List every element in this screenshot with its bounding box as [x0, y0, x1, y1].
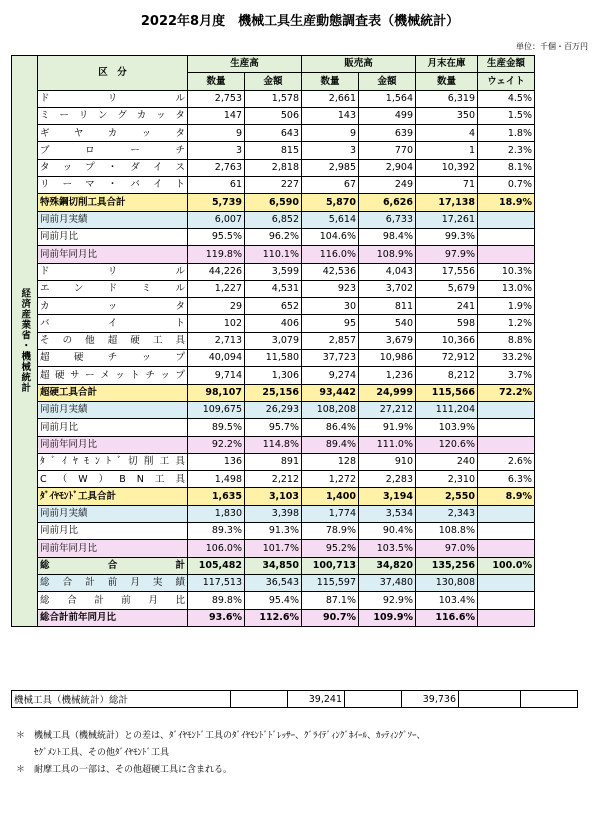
cell: 95.5%: [188, 228, 245, 245]
cell: 540: [359, 315, 416, 332]
row-label: [38, 90, 188, 107]
row-label: [38, 315, 188, 332]
cell: 3,534: [359, 505, 416, 522]
cell: 10.3%: [478, 263, 535, 280]
production-table: [11, 55, 535, 627]
cell: 89.4%: [302, 436, 359, 453]
table-row: [12, 401, 535, 418]
cell: 5,614: [302, 211, 359, 228]
table-row: [12, 125, 535, 142]
cell: 111,204: [416, 401, 478, 418]
cell: 119.8%: [188, 246, 245, 263]
cell: 104.6%: [302, 228, 359, 245]
cell: 90.7%: [302, 609, 359, 626]
row-label-text: 総 合 計 前 月 比: [40, 594, 185, 606]
row-label-text: エ ン ド ミ ル: [40, 283, 185, 295]
cell: 1,236: [359, 367, 416, 384]
table-row: [12, 298, 535, 315]
notes: [16, 728, 426, 779]
cell: 4,531: [245, 280, 302, 297]
row-label: [38, 574, 188, 591]
cell: 100,713: [302, 557, 359, 574]
table-row: [12, 557, 535, 574]
cell: 2,550: [416, 488, 478, 505]
cell: 3: [188, 142, 245, 159]
cell: 598: [416, 315, 478, 332]
cell: 6,007: [188, 211, 245, 228]
row-label-text: 超 硬 サ ー メ ッ ト チ ッ プ: [40, 369, 185, 381]
table-row: [12, 228, 535, 245]
cell: 17,261: [416, 211, 478, 228]
cell: 25,156: [245, 384, 302, 401]
cell: 4: [416, 125, 478, 142]
cell: [478, 609, 535, 626]
cell: 109,675: [188, 401, 245, 418]
cell: 6,852: [245, 211, 302, 228]
row-label-text: ブ ロ ー チ: [40, 144, 185, 156]
row-label: [38, 557, 188, 574]
cell: 2,763: [188, 159, 245, 176]
cell: 101.7%: [245, 540, 302, 557]
cell: 10,986: [359, 350, 416, 367]
table-row: [12, 194, 535, 211]
note-2: ＊ 耐摩工具の一部は、その他超硬工具に含まれる。: [16, 765, 233, 775]
table-row: [12, 263, 535, 280]
cell: 891: [245, 453, 302, 470]
table-row: [12, 574, 535, 591]
cell: 2,753: [188, 90, 245, 107]
cell: 111.0%: [359, 436, 416, 453]
row-label: [38, 592, 188, 609]
cell: 1.2%: [478, 315, 535, 332]
cell: 506: [245, 107, 302, 124]
cell: 1,774: [302, 505, 359, 522]
sales-qty-header: 数量: [302, 73, 359, 90]
cell: 1,306: [245, 367, 302, 384]
table-row: [12, 280, 535, 297]
cell: [478, 436, 535, 453]
table-row: [12, 540, 535, 557]
cell: 102: [188, 315, 245, 332]
cell: 95.7%: [245, 419, 302, 436]
cell: 2,904: [359, 159, 416, 176]
note-1: ＊ 機械工具（機械統計）との差は、ﾀﾞｲﾔﾓﾝﾄﾞ工具のﾀﾞｲﾔﾓﾝﾄﾞﾄﾞﾚｯｻｰ、ｸﾞﾗｲﾃﾞｨﾝｸﾞﾎｲｰﾙ、ｶｯﾃｨﾝｸﾞｿｰ、: [16, 731, 426, 741]
cell: 6,590: [245, 194, 302, 211]
weight-header: 生産金額: [478, 56, 535, 73]
row-label: 同前年同月比: [38, 246, 188, 263]
cell: 2.6%: [478, 453, 535, 470]
cell: 6.3%: [478, 471, 535, 488]
cell: 120.6%: [416, 436, 478, 453]
cell: 1.5%: [478, 107, 535, 124]
cell: 98,107: [188, 384, 245, 401]
cell: 6,319: [416, 90, 478, 107]
cell: 3,702: [359, 280, 416, 297]
table-row: [12, 142, 535, 159]
cell: 2,283: [359, 471, 416, 488]
cell: 116.0%: [302, 246, 359, 263]
cell: 117,513: [188, 574, 245, 591]
cell: 37,723: [302, 350, 359, 367]
cell: 1,400: [302, 488, 359, 505]
table-row: [12, 177, 535, 194]
row-label-text: 超 硬 チ ッ プ: [40, 352, 185, 364]
grand-total-sales-amount: 39,736: [402, 691, 459, 708]
cell: 2,343: [416, 505, 478, 522]
row-label-text: ﾀ ﾞ ｲ ﾔ ﾓ ﾝ ﾄ ﾞ 切 削 工 具: [40, 456, 185, 468]
cell: [478, 246, 535, 263]
cell: 639: [359, 125, 416, 142]
cell: 95: [302, 315, 359, 332]
cell: 98.4%: [359, 228, 416, 245]
cell: 5,870: [302, 194, 359, 211]
cell: 3,103: [245, 488, 302, 505]
cell: 3.7%: [478, 367, 535, 384]
cell: 3,194: [359, 488, 416, 505]
table-row: [12, 107, 535, 124]
row-label-text: ド リ ル: [40, 92, 185, 104]
cell: 24,999: [359, 384, 416, 401]
row-label: 総合計前年同月比: [38, 609, 188, 626]
cell: 1,227: [188, 280, 245, 297]
cell: 249: [359, 177, 416, 194]
cell: 2,661: [302, 90, 359, 107]
cell: 103.5%: [359, 540, 416, 557]
cell: 1,578: [245, 90, 302, 107]
row-label-text: そ の 他 超 硬 工 具: [40, 335, 185, 347]
cell: 36,543: [245, 574, 302, 591]
cell: 17,556: [416, 263, 478, 280]
cell: 34,820: [359, 557, 416, 574]
row-label: [38, 125, 188, 142]
row-label: 同前年同月比: [38, 436, 188, 453]
cell: 115,597: [302, 574, 359, 591]
grand-total-label: 機械工具（機械統計）総計: [12, 691, 231, 708]
cell: 106.0%: [188, 540, 245, 557]
table-row: [12, 505, 535, 522]
cell: 97.9%: [416, 246, 478, 263]
cell: [478, 523, 535, 540]
cell: 30: [302, 298, 359, 315]
cell: [478, 540, 535, 557]
cell: 128: [302, 453, 359, 470]
cell: 3,679: [359, 332, 416, 349]
cell: 4.5%: [478, 90, 535, 107]
cell: 110.1%: [245, 246, 302, 263]
cell: 115,566: [416, 384, 478, 401]
cell: 108.8%: [416, 523, 478, 540]
cell: 9,274: [302, 367, 359, 384]
cell: 1: [416, 142, 478, 159]
table-row: [12, 471, 535, 488]
cell: 923: [302, 280, 359, 297]
cell: 105,482: [188, 557, 245, 574]
category-header: 区 分: [38, 56, 188, 91]
table-row: [12, 332, 535, 349]
cell: 2,857: [302, 332, 359, 349]
cell: [478, 505, 535, 522]
table-row: [12, 384, 535, 401]
cell: 33.2%: [478, 350, 535, 367]
table-row: [12, 592, 535, 609]
grand-total-row: [12, 691, 578, 708]
table-row: [12, 246, 535, 263]
row-label: 同前月実績: [38, 505, 188, 522]
unit-label: 単位：千個・百万円: [516, 42, 588, 51]
cell: 770: [359, 142, 416, 159]
cell: 2,985: [302, 159, 359, 176]
cell: 61: [188, 177, 245, 194]
cell: 97.0%: [416, 540, 478, 557]
sales-header: 販売高: [302, 56, 416, 73]
cell: 95.4%: [245, 592, 302, 609]
cell: [478, 211, 535, 228]
cell: 2,212: [245, 471, 302, 488]
cell: 6,626: [359, 194, 416, 211]
cell: 96.2%: [245, 228, 302, 245]
table-row: [12, 488, 535, 505]
cell: 1,498: [188, 471, 245, 488]
cell: 26,293: [245, 401, 302, 418]
cell: 5,679: [416, 280, 478, 297]
row-label: [38, 298, 188, 315]
table-row: [12, 367, 535, 384]
grand-total-table: [11, 690, 578, 708]
cell: 93.6%: [188, 609, 245, 626]
row-label-text: C （ W ） B N 工 具: [40, 473, 185, 485]
cell: 1,272: [302, 471, 359, 488]
cell: 89.3%: [188, 523, 245, 540]
cell: 100.0%: [478, 557, 535, 574]
cell: 3,599: [245, 263, 302, 280]
cell: 29: [188, 298, 245, 315]
cell: 143: [302, 107, 359, 124]
cell: 10,392: [416, 159, 478, 176]
cell: 72.2%: [478, 384, 535, 401]
cell: 91.9%: [359, 419, 416, 436]
cell: 18.9%: [478, 194, 535, 211]
cell: 8.1%: [478, 159, 535, 176]
cell: [478, 401, 535, 418]
cell: 1,830: [188, 505, 245, 522]
cell: 40,094: [188, 350, 245, 367]
inventory-qty-header: 数量: [416, 73, 478, 90]
cell: 27,212: [359, 401, 416, 418]
cell: 10,366: [416, 332, 478, 349]
cell: 147: [188, 107, 245, 124]
row-label: 同前月比: [38, 228, 188, 245]
cell: 1,635: [188, 488, 245, 505]
row-label-text: ギ ヤ カ ッ タ: [40, 127, 185, 139]
cell: 3,398: [245, 505, 302, 522]
cell: [478, 419, 535, 436]
cell: 44,226: [188, 263, 245, 280]
cell: 6,733: [359, 211, 416, 228]
cell: 34,850: [245, 557, 302, 574]
cell: 815: [245, 142, 302, 159]
table-row: [12, 436, 535, 453]
cell: 116.6%: [416, 609, 478, 626]
row-label-text: カ ッ タ: [40, 300, 185, 312]
cell: 78.9%: [302, 523, 359, 540]
cell: 643: [245, 125, 302, 142]
table-row: [12, 350, 535, 367]
table-row: [12, 90, 535, 107]
cell: 9: [302, 125, 359, 142]
cell: 13.0%: [478, 280, 535, 297]
sales-amount-header: 金額: [359, 73, 416, 90]
cell: 136: [188, 453, 245, 470]
cell: 9: [188, 125, 245, 142]
row-label: [38, 159, 188, 176]
production-header: 生産高: [188, 56, 302, 73]
row-label: [38, 367, 188, 384]
cell: 499: [359, 107, 416, 124]
row-label-text: 総 合 計 前 月 実 績: [40, 577, 185, 589]
row-label-text: リ ー マ ・ バ イ ト: [40, 179, 185, 191]
row-label: [38, 177, 188, 194]
row-label: [38, 107, 188, 124]
cell: 241: [416, 298, 478, 315]
cell: 108.9%: [359, 246, 416, 263]
row-label: 同前年同月比: [38, 540, 188, 557]
weight-sub-header: ウェイト: [478, 73, 535, 90]
table-row: [12, 609, 535, 626]
table-row: [12, 419, 535, 436]
cell: 103.9%: [416, 419, 478, 436]
cell: 108,208: [302, 401, 359, 418]
cell: 2,818: [245, 159, 302, 176]
cell: 240: [416, 453, 478, 470]
cell: 37,480: [359, 574, 416, 591]
row-label: [38, 350, 188, 367]
cell: 2,310: [416, 471, 478, 488]
inventory-header: 月末在庫: [416, 56, 478, 73]
cell: 135,256: [416, 557, 478, 574]
cell: 3,079: [245, 332, 302, 349]
row-label-text: バ イ ト: [40, 317, 185, 329]
cell: 227: [245, 177, 302, 194]
table-row: [12, 523, 535, 540]
cell: 0.7%: [478, 177, 535, 194]
row-label: [38, 471, 188, 488]
cell: 91.3%: [245, 523, 302, 540]
row-label: 超硬工具合計: [38, 384, 188, 401]
cell: 17,138: [416, 194, 478, 211]
page-title: 2022年8月度 機械工具生産動態調査表（機械統計）: [140, 14, 460, 29]
cell: 42,536: [302, 263, 359, 280]
cell: 4,043: [359, 263, 416, 280]
row-label: [38, 280, 188, 297]
table-row: [12, 453, 535, 470]
cell: [478, 228, 535, 245]
cell: 109.9%: [359, 609, 416, 626]
table-row: [12, 315, 535, 332]
cell: 8.8%: [478, 332, 535, 349]
cell: 90.4%: [359, 523, 416, 540]
row-label: [38, 263, 188, 280]
cell: 1,564: [359, 90, 416, 107]
cell: 93,442: [302, 384, 359, 401]
row-label: [38, 332, 188, 349]
cell: 92.9%: [359, 592, 416, 609]
cell: 87.1%: [302, 592, 359, 609]
row-label-text: ミ ー リ ン グ カ ッ タ: [40, 110, 185, 122]
cell: 99.3%: [416, 228, 478, 245]
row-label-text: ド リ ル: [40, 265, 185, 277]
cell: 130,808: [416, 574, 478, 591]
cell: 86.4%: [302, 419, 359, 436]
table-row: [12, 211, 535, 228]
row-label: 同前月実績: [38, 211, 188, 228]
note-1-cont: ｾｸﾞﾒﾝﾄ工具、その他ﾀﾞｲﾔﾓﾝﾄﾞ工具: [34, 748, 170, 758]
cell: 9,714: [188, 367, 245, 384]
cell: [478, 592, 535, 609]
cell: 1.8%: [478, 125, 535, 142]
row-label: 同前月実績: [38, 401, 188, 418]
row-label-text: タ ッ プ ・ ダ イ ス: [40, 162, 185, 174]
cell: 92.2%: [188, 436, 245, 453]
cell: 2.3%: [478, 142, 535, 159]
cell: 8.9%: [478, 488, 535, 505]
header-row-1: [12, 56, 535, 73]
cell: 2,713: [188, 332, 245, 349]
cell: 811: [359, 298, 416, 315]
cell: 1.9%: [478, 298, 535, 315]
production-amount-header: 金額: [245, 73, 302, 90]
production-qty-header: 数量: [188, 73, 245, 90]
row-label: [38, 142, 188, 159]
cell: 95.2%: [302, 540, 359, 557]
row-label-text: 総 合 計: [40, 560, 185, 571]
cell: 910: [359, 453, 416, 470]
side-label: 経済産業省・機械統計: [12, 56, 38, 627]
table-row: [12, 159, 535, 176]
cell: 5,739: [188, 194, 245, 211]
cell: 89.5%: [188, 419, 245, 436]
row-label: 同前月比: [38, 419, 188, 436]
cell: 8,212: [416, 367, 478, 384]
cell: 89.8%: [188, 592, 245, 609]
row-label: 特殊鋼切削工具合計: [38, 194, 188, 211]
cell: 3: [302, 142, 359, 159]
cell: 11,580: [245, 350, 302, 367]
cell: 67: [302, 177, 359, 194]
cell: 350: [416, 107, 478, 124]
cell: 112.6%: [245, 609, 302, 626]
cell: 114.8%: [245, 436, 302, 453]
grand-total-production-amount: 39,241: [288, 691, 345, 708]
cell: 71: [416, 177, 478, 194]
row-label: ﾀﾞｲﾔﾓﾝﾄﾞ工具合計: [38, 488, 188, 505]
cell: 406: [245, 315, 302, 332]
row-label: [38, 453, 188, 470]
row-label: 同前月比: [38, 523, 188, 540]
cell: 72,912: [416, 350, 478, 367]
cell: [478, 574, 535, 591]
cell: 652: [245, 298, 302, 315]
cell: 103.4%: [416, 592, 478, 609]
